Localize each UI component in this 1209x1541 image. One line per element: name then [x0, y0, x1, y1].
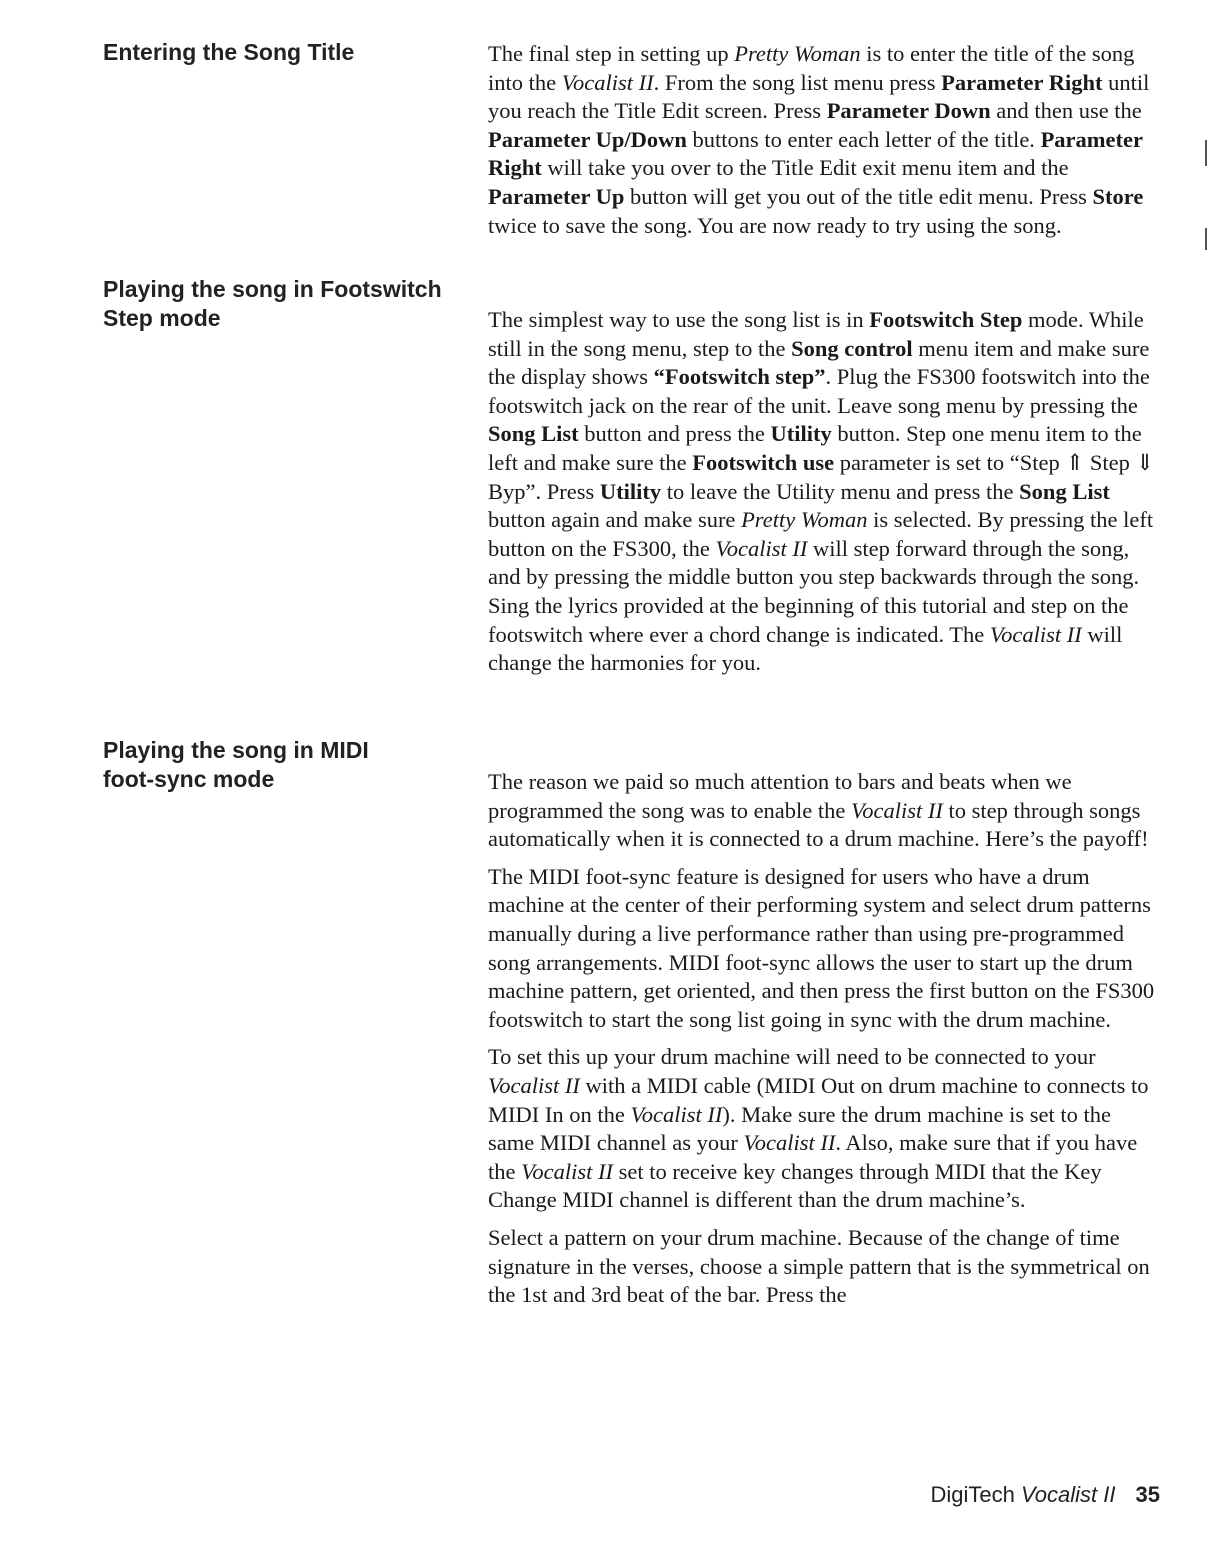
text-run: buttons to enter each letter of the title. [686, 126, 1041, 152]
bold-text: Song control [791, 335, 913, 361]
text-run: menu item and make sure the display shows [488, 335, 1150, 390]
text-run: The simplest way to use the song list is in [488, 307, 870, 332]
text-run: twice to save the song. You are now ready to try using the song. [488, 212, 1062, 238]
page-number: 35 [1135, 1482, 1160, 1507]
italic-text: Pretty Woman [734, 41, 861, 66]
text-run: to leave the Utility menu and press the [661, 478, 1020, 504]
footer-brand-name: DigiTech [930, 1482, 1015, 1507]
text-run: is to enter the title of the song into the [488, 41, 1135, 95]
bold-text: Parameter Right [488, 126, 1143, 181]
italic-text: Pretty Woman [741, 507, 868, 533]
bold-text: Utility [599, 478, 662, 504]
bold-text: Footswitch use [692, 449, 835, 475]
bold-text: Parameter Up/Down [488, 126, 687, 152]
text-run: button again and make sure [488, 507, 742, 533]
text-run: will step forward through the song, and by pressing the middle button you step backwards through the song. Sing the lyrics provided at the beginning of this tutorial and step on the footswitch where ever a chord change is indicated. The [488, 535, 1140, 647]
text-run: button and press the [578, 421, 771, 447]
section-body-footswitch-step [488, 306, 1160, 687]
text-run: To set this up your drum machine will need to be connected to your [488, 1044, 1096, 1070]
text-run: . Plug the FS300 footswitch into the footswitch jack on the rear of the unit. Leave song menu by pressing the [488, 364, 1150, 418]
bold-text: Footswitch Step [869, 307, 1023, 332]
section-heading-footswitch-step: Playing the song in Footswitch Step mode [103, 276, 442, 331]
italic-text: Vocalist II [743, 1130, 836, 1156]
section-body-midi-foot-sync [488, 768, 1160, 1319]
text-run: parameter is set to “Step ⇑ Step ⇓ Byp”. Press [488, 449, 1155, 504]
bold-text: “Footswitch step” [653, 364, 826, 390]
footer-product-name: Vocalist II [1020, 1482, 1116, 1507]
section-heading-midi-foot-sync: Playing the song in MIDI foot-sync mode [103, 737, 369, 792]
bold-text: Parameter Up [488, 183, 625, 209]
text-run: with a MIDI cable (MIDI Out on drum machine to connects to MIDI In on the [488, 1072, 1149, 1127]
text-run: button will get you out of the title edit menu. Press [624, 183, 1093, 209]
text-run: will take you over to the Title Edit exit menu item and the [541, 155, 1069, 181]
bold-text: Utility [770, 421, 832, 447]
page-footer [860, 1482, 1160, 1508]
body-paragraph [488, 40, 1160, 240]
footer-brand [930, 1482, 1115, 1507]
text-run: mode. While still in the song menu, step to the [488, 307, 1144, 361]
text-run: ). Make sure the drum machine is set to the same MIDI channel as your [488, 1101, 1111, 1156]
body-paragraph [488, 1043, 1160, 1215]
section-heading-entering-title: Entering the Song Title [103, 39, 355, 65]
scan-edge-mark [1205, 140, 1207, 166]
italic-text: Vocalist II [715, 535, 808, 561]
section-body-entering-title [488, 40, 1160, 249]
text-run: Select a pattern on your drum machine. Because of the change of time signature in the verses, choose a simple pattern that is the symmetrical on the 1st and 3rd beat of the bar. Press the [488, 1224, 1150, 1308]
italic-text: Vocalist II [989, 621, 1082, 647]
body-paragraph [488, 768, 1160, 854]
italic-text: Vocalist II [521, 1158, 613, 1184]
bold-text: Parameter Right [941, 69, 1103, 95]
text-run: to step through songs automatically when it is connected to a drum machine. Here’s the payoff! [488, 797, 1149, 852]
italic-text: Vocalist II [561, 69, 654, 95]
italic-text: Vocalist II [630, 1101, 723, 1127]
bold-text: Store [1092, 183, 1144, 209]
text-run: . From the song list menu press [653, 69, 942, 95]
bold-text: Song List [488, 421, 579, 447]
bold-text: Parameter Down [826, 98, 991, 124]
italic-text: Vocalist II [851, 797, 943, 823]
text-run: The MIDI foot-sync feature is designed for users who have a drum machine at the center of their performing system and select drum patterns manually during a live performance rather than using pre-programmed song arrangements. MIDI foot-sync allows the user to start up the drum machine pattern, get oriented, and then press the first button on the FS300 footswitch to start the song list going in sync with the drum machine. [488, 863, 1155, 1032]
text-run: until you reach the Title Edit screen. Press [488, 69, 1150, 124]
italic-text: Vocalist II [488, 1072, 580, 1098]
scan-edge-mark [1205, 228, 1207, 250]
bold-text: Song List [1019, 478, 1110, 504]
body-paragraph [488, 863, 1160, 1035]
text-run: button. Step one menu item to the left and make sure the [488, 421, 1142, 475]
text-run: . Also, make sure that if you have the [488, 1130, 1138, 1184]
text-run: set to receive key changes through MIDI that the Key Change MIDI channel is different than the drum machine’s. [488, 1158, 1102, 1213]
body-paragraph [488, 1224, 1160, 1310]
text-run: will change the harmonies for you. [488, 621, 1123, 676]
text-run: is selected. By pressing the left button on the FS300, the [488, 507, 1154, 561]
text-run: and then use the [990, 98, 1142, 124]
body-paragraph [488, 306, 1160, 678]
text-run: The reason we paid so much attention to bars and beats when we programmed the song was to enable the [488, 769, 1072, 823]
text-run: The final step in setting up [488, 41, 735, 66]
